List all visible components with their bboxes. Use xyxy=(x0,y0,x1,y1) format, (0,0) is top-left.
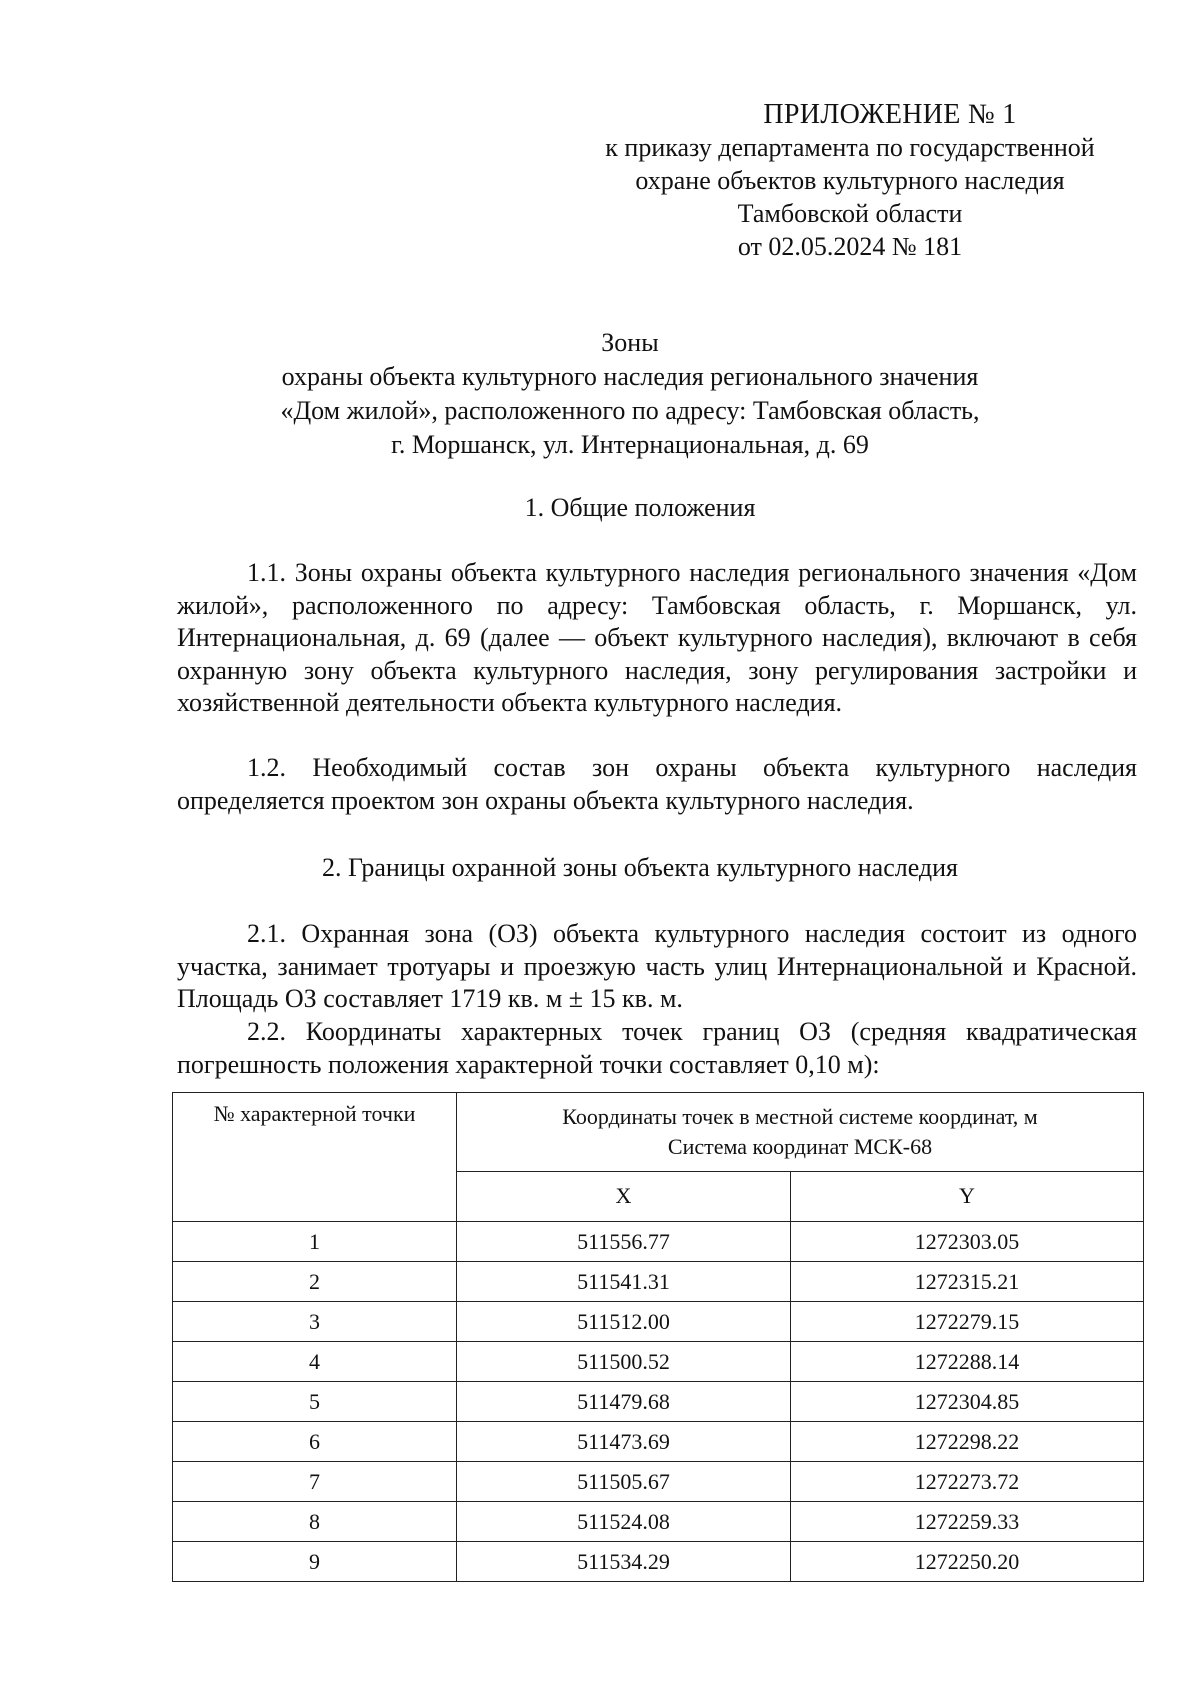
cell-x: 511479.68 xyxy=(457,1382,791,1422)
cell-x: 511534.29 xyxy=(457,1542,791,1582)
table-row xyxy=(173,1422,1144,1462)
cell-point-number: 4 xyxy=(173,1342,457,1382)
cell-y: 1272304.85 xyxy=(791,1382,1144,1422)
appendix-line-1: к приказу департамента по государственной xyxy=(605,133,1095,162)
cell-point-number: 5 xyxy=(173,1382,457,1422)
table-row xyxy=(173,1222,1144,1262)
cell-y: 1272259.33 xyxy=(791,1502,1144,1542)
header-x: X xyxy=(457,1171,791,1221)
table-row xyxy=(173,1382,1144,1422)
cell-y: 1272303.05 xyxy=(791,1222,1144,1262)
table-row xyxy=(173,1302,1144,1342)
appendix-line-3: Тамбовской области xyxy=(737,199,963,228)
paragraph-1-1: 1.1. Зоны охраны объекта культурного наследия регионального значения «Дом жилой», расположенного по адресу: Тамбовская область, г. Моршанск, ул. Интернациональная, д. 69 (далее — объект культурного наследия), включают в себя охранную зону объекта культурного наследия, зону регулирования застройки и хозяйственной деятельности объекта культурного наследия. xyxy=(177,558,1137,717)
section-2-heading: 2. Границы охранной зоны объекта культурного наследия xyxy=(321,853,959,882)
doc-title-line-2: охраны объекта культурного наследия регионального значения xyxy=(281,362,979,391)
appendix-header xyxy=(560,98,1140,263)
table-row xyxy=(173,1342,1144,1382)
cell-x: 511512.00 xyxy=(457,1302,791,1342)
section-1-heading: 1. Общие положения xyxy=(524,493,756,522)
header-coordinates-line-2: Система координат МСК-68 xyxy=(667,1133,933,1159)
cell-y: 1272250.20 xyxy=(791,1542,1144,1582)
table-row xyxy=(173,1502,1144,1542)
appendix-title: ПРИЛОЖЕНИЕ № 1 xyxy=(763,99,1017,130)
cell-x: 511524.08 xyxy=(457,1502,791,1542)
cell-x: 511541.31 xyxy=(457,1262,791,1302)
table-row xyxy=(173,1542,1144,1582)
paragraph-2-2: 2.2. Координаты характерных точек границ ОЗ (средняя квадратическая погрешность положения характерной точки составляет 0,10 м): xyxy=(177,1017,1137,1079)
doc-title-line-1: Зоны xyxy=(601,328,659,357)
cell-x: 511500.52 xyxy=(457,1342,791,1382)
cell-point-number: 1 xyxy=(173,1222,457,1262)
coordinates-table xyxy=(172,1092,1144,1582)
cell-y: 1272273.72 xyxy=(791,1462,1144,1502)
cell-y: 1272315.21 xyxy=(791,1262,1144,1302)
doc-title-line-4: г. Моршанск, ул. Интернациональная, д. 69 xyxy=(391,430,869,459)
table-row xyxy=(173,1462,1144,1502)
cell-y: 1272298.22 xyxy=(791,1422,1144,1462)
cell-point-number: 6 xyxy=(173,1422,457,1462)
cell-point-number: 7 xyxy=(173,1462,457,1502)
doc-title-line-3: «Дом жилой», расположенного по адресу: Тамбовская область, xyxy=(280,396,980,425)
cell-y: 1272279.15 xyxy=(791,1302,1144,1342)
header-y: Y xyxy=(791,1171,1144,1221)
appendix-line-2: охране объектов культурного наследия xyxy=(635,166,1065,195)
cell-x: 511473.69 xyxy=(457,1422,791,1462)
cell-point-number: 3 xyxy=(173,1302,457,1342)
paragraph-1-2: 1.2. Необходимый состав зон охраны объекта культурного наследия определяется проектом зон охраны объекта культурного наследия. xyxy=(177,753,1137,815)
header-coordinates-line-1: Координаты точек в местной системе координат, м xyxy=(562,1103,1038,1129)
header-coordinates xyxy=(457,1093,1144,1172)
paragraph-2-1: 2.1. Охранная зона (ОЗ) объекта культурного наследия состоит из одного участка, занимает тротуары и проезжую часть улиц Интернациональной и Красной. Площадь ОЗ составляет 1719 кв. м ± 15 кв. м. xyxy=(177,919,1137,1013)
cell-x: 511505.67 xyxy=(457,1462,791,1502)
cell-point-number: 9 xyxy=(173,1542,457,1582)
table-row xyxy=(173,1262,1144,1302)
cell-x: 511556.77 xyxy=(457,1222,791,1262)
appendix-line-4: от 02.05.2024 № 181 xyxy=(737,232,963,261)
cell-point-number: 2 xyxy=(173,1262,457,1302)
cell-point-number: 8 xyxy=(173,1502,457,1542)
document-title xyxy=(200,326,1060,462)
header-point-number: № характерной точки xyxy=(173,1093,457,1222)
cell-y: 1272288.14 xyxy=(791,1342,1144,1382)
